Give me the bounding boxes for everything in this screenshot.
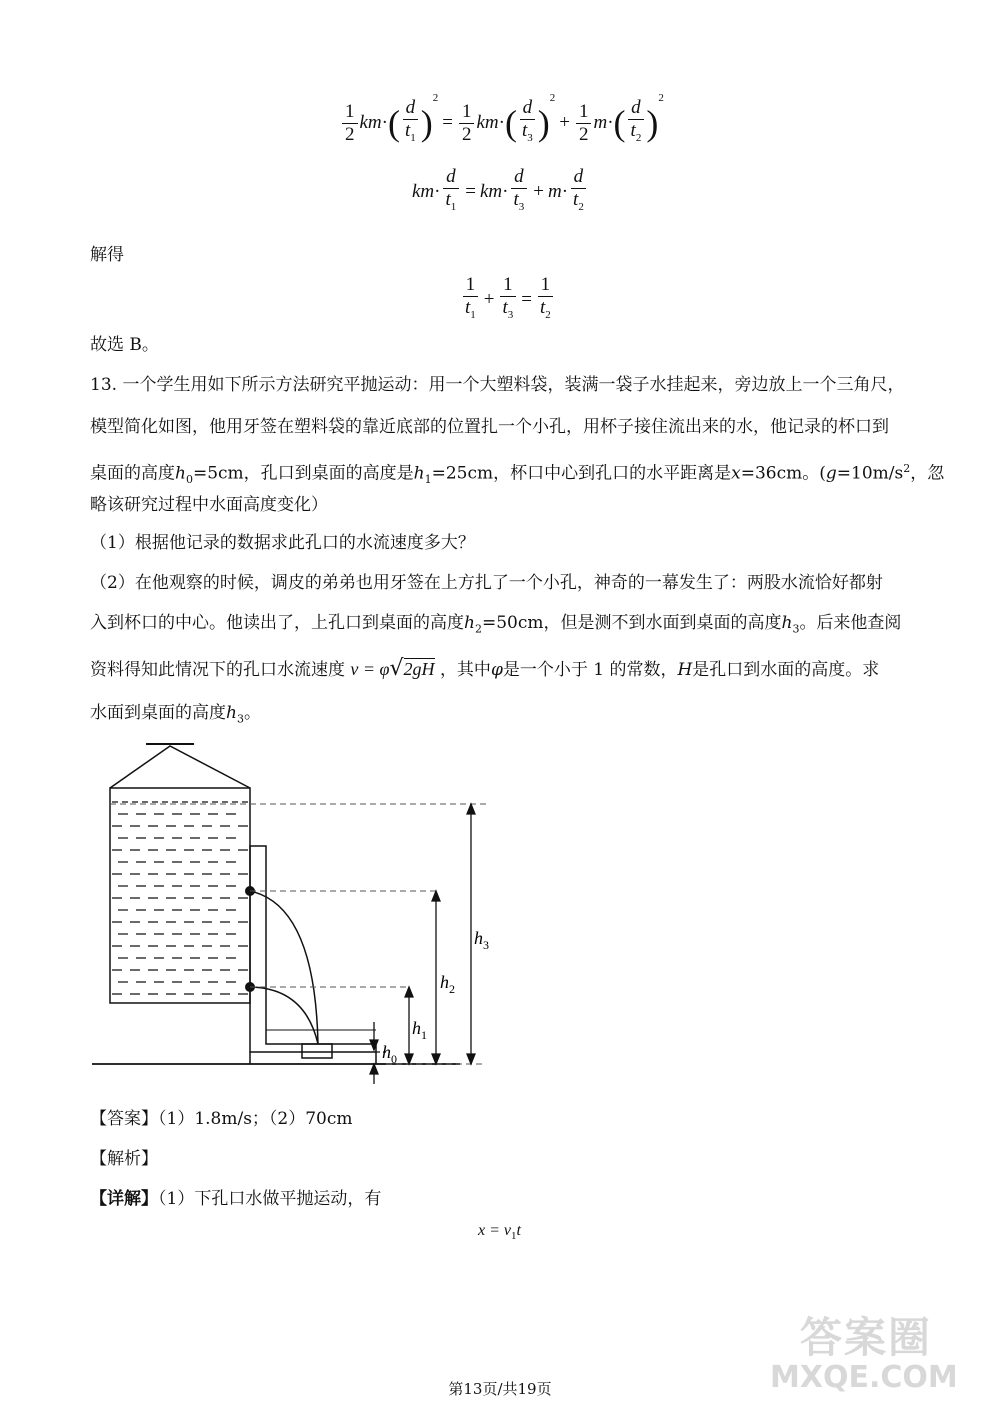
- question-2-line-1: （2）在他观察的时候，调皮的弟弟也用牙签在上方扎了一个小孔，神奇的一幕发生了：两股水流恰好都射: [90, 573, 883, 593]
- page-footer: 第13页/共19页: [448, 1380, 552, 1398]
- water-surface-pattern: [112, 802, 248, 994]
- detail-line: [90, 1184, 381, 1214]
- problem-line-4: 略该研究过程中水面高度变化）: [90, 495, 328, 515]
- label-h0: $h_0$: [382, 1042, 397, 1066]
- watermark-logo: 答案圈: [800, 1313, 933, 1362]
- answer-text: （1）1.8m/s；（2）70cm: [158, 1109, 353, 1129]
- lower-stream: [250, 987, 318, 1044]
- cup: [302, 1044, 332, 1058]
- question-2-line-2: 入到杯口的中心。他读出了，上孔口到桌面的高度$h_2=50cm$，但是测不到水面到桌面的高度$h_3$。后来他查阅: [90, 613, 902, 636]
- triangle-ruler: [250, 846, 376, 1052]
- analysis-label: 【解析】: [90, 1149, 158, 1169]
- watermark-site: MXQE.COM: [770, 1360, 958, 1395]
- label-h1: $h_1$: [412, 1018, 427, 1042]
- question-2-line-3: 资料得知此情况下的孔口水流速度 v = φ√2gH ，其中φ是一个小于 1 的常数，H是孔口到水面的高度。求: [90, 656, 880, 681]
- equation-momentum: km · $\frac{d}{t_1}$ = km · $\frac{d}{t_3}$ + m · $\frac{d}{t_2}$: [412, 162, 589, 222]
- detail-label: 【详解】: [90, 1189, 158, 1209]
- plastic-bag: [110, 788, 250, 1003]
- question-1: （1）根据他记录的数据求此孔口的水流速度多大？: [90, 533, 475, 553]
- fraction-d-t3: $\frac{d}{t_3}$: [519, 97, 536, 149]
- fraction-half: $\frac{1}{2}$: [342, 101, 358, 146]
- fraction-d-t2: $\frac{d}{t_2}$: [628, 97, 645, 149]
- solve-label: 解得: [90, 245, 124, 265]
- question-2-line-4: 水面到桌面的高度$h_3$。: [90, 703, 261, 726]
- fraction-d-t1: $\frac{d}{t_1}$: [402, 97, 419, 149]
- equation-x-v1t: $x = v_1t$: [478, 1222, 521, 1243]
- upper-stream: [250, 891, 318, 1044]
- answer-line: [90, 1104, 353, 1134]
- problem-line-1: 13. 一个学生用如下所示方法研究平抛运动：用一个大塑料袋，装满一袋子水挂起来，旁边放上一个三角尺，: [90, 375, 905, 395]
- equation-result: $\frac{1}{t_1}$ + $\frac{1}{t_3}$ = $\frac{1}{t_2}$: [460, 272, 556, 328]
- label-h3: $h_3$: [474, 928, 489, 952]
- choose-answer: 故选 B。: [90, 335, 159, 355]
- water-bag-diagram: [90, 740, 510, 1100]
- bag-top: [110, 746, 250, 788]
- label-h2: $h_2$: [440, 972, 455, 996]
- problem-line-2: 模型简化如图，他用牙签在塑料袋的靠近底部的位置扎一个小孔，用杯子接住流出来的水，他记录的杯口到: [90, 417, 889, 437]
- answer-label: 【答案】: [90, 1109, 158, 1129]
- detail-text: （1）下孔口水做平抛运动，有: [158, 1189, 382, 1209]
- problem-line-3: 桌面的高度$h_0=5cm$，孔口到桌面的高度是$h_1=25cm$，杯口中心到孔口的水平距离是x=36cm。($g=10m/s^2$，忽: [90, 462, 945, 487]
- equation-energy: $\frac{1}{2}$ km · ( $\frac{d}{t_1}$ ) $^2$ = $\frac{1}{2}$ km · ( $\frac{d}{t_3}$ ) $^2$ + $\frac{1}{2}$ m · ( $\frac{d}{t_2}$ ) $^2$: [340, 88, 664, 158]
